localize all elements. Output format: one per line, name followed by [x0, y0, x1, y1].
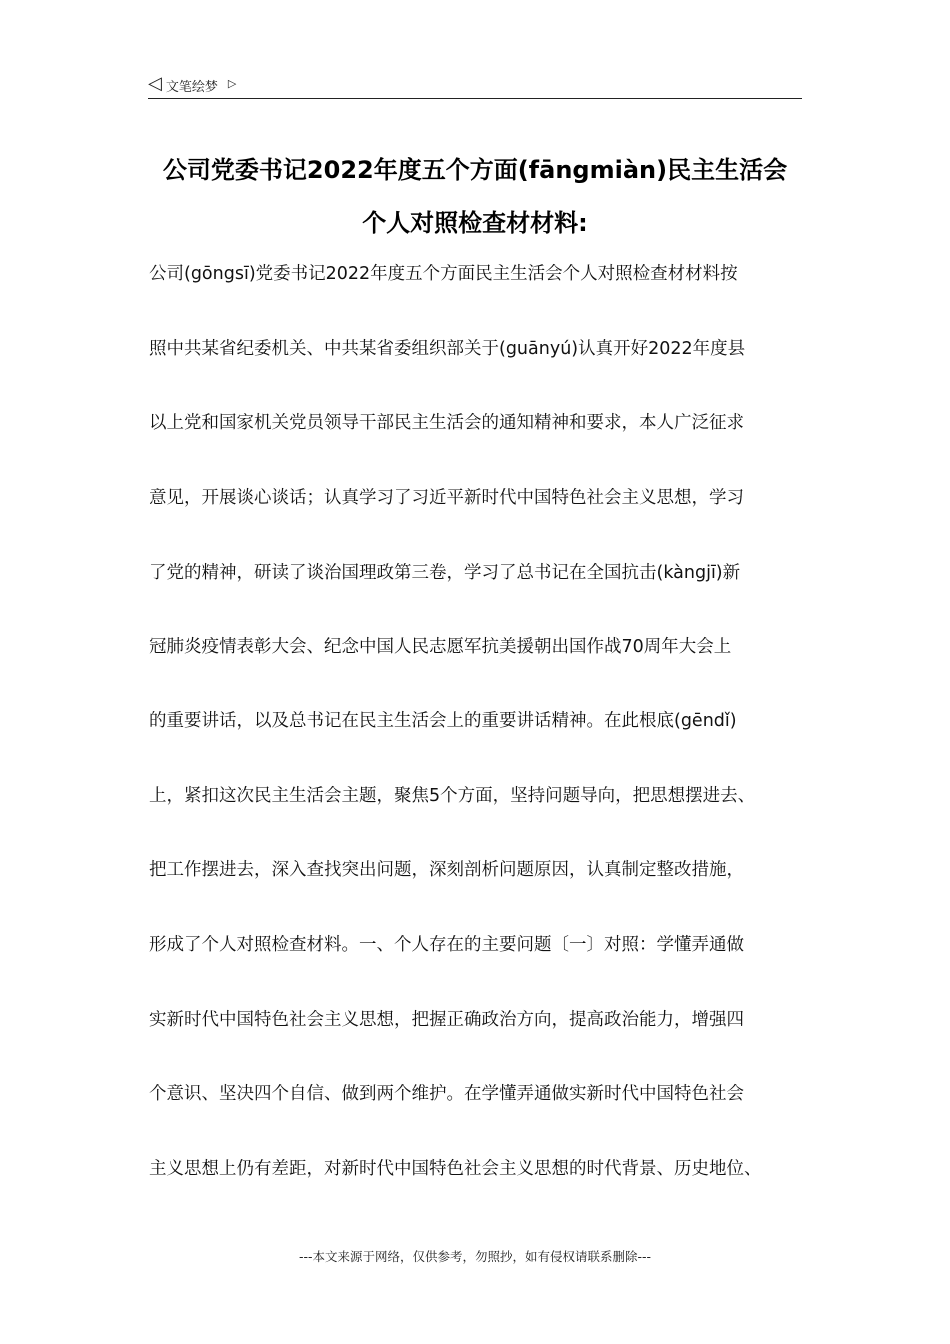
body-text-line: 把工作摆进去，深入查找突出问题，深刻剖析问题原因，认真制定整改措施，: [149, 860, 744, 880]
body-text-line: 了党的精神，研读了谈治国理政第三卷，学习了总书记在全国抗击(kàngjī)新: [149, 563, 741, 583]
body-text-line: 公司(gōngsī)党委书记2022年度五个方面民主生活会个人对照检查材材料按: [149, 264, 738, 284]
page-footer-disclaimer: ---本文来源于网络，仅供参考，勿照抄，如有侵权请联系删除---: [298, 1249, 652, 1264]
body-text-line: 照中共某省纪委机关、中共某省委组织部关于(guānyú)认真开好2022年度县: [149, 339, 746, 359]
body-text-line: 以上党和国家机关党员领导干部民主生活会的通知精神和要求，本人广泛征求: [149, 413, 744, 433]
document-title-line-2: 个人对照检查材材料:: [362, 209, 588, 237]
body-text-line: 个意识、坚决四个自信、做到两个维护。在学懂弄通做实新时代中国特色社会: [149, 1084, 744, 1104]
body-text-line: 上，紧扣这次民主生活会主题，聚焦5个方面，坚持问题导向，把思想摆进去、: [149, 786, 756, 806]
triangle-right-icon: ▷: [227, 76, 237, 90]
body-text-line: 意见，开展谈心谈话；认真学习了习近平新时代中国特色社会主义思想，学习: [149, 488, 744, 508]
body-text-line: 冠肺炎疫情表彰大会、纪念中国人民志愿军抗美援朝出国作战70周年大会上: [149, 637, 732, 657]
page-header: [148, 72, 802, 99]
body-text-line: 主义思想上仍有差距，对新时代中国特色社会主义思想的时代背景、历史地位、: [149, 1159, 762, 1179]
triangle-left-icon: ◁: [148, 72, 162, 94]
body-text-line: 实新时代中国特色社会主义思想，把握正确政治方向，提高政治能力，增强四: [149, 1010, 744, 1030]
document-title-line-1: 公司党委书记2022年度五个方面(fāngmiàn)民主生活会: [162, 156, 788, 184]
body-text-line: 的重要讲话，以及总书记在民主生活会上的重要讲话精神。在此根底(gēndǐ): [149, 711, 737, 731]
header-brand: 文笔绘梦: [165, 79, 218, 95]
body-text-line: 形成了个人对照检查材料。一、个人存在的主要问题〔一〕对照：学懂弄通做: [149, 935, 744, 955]
